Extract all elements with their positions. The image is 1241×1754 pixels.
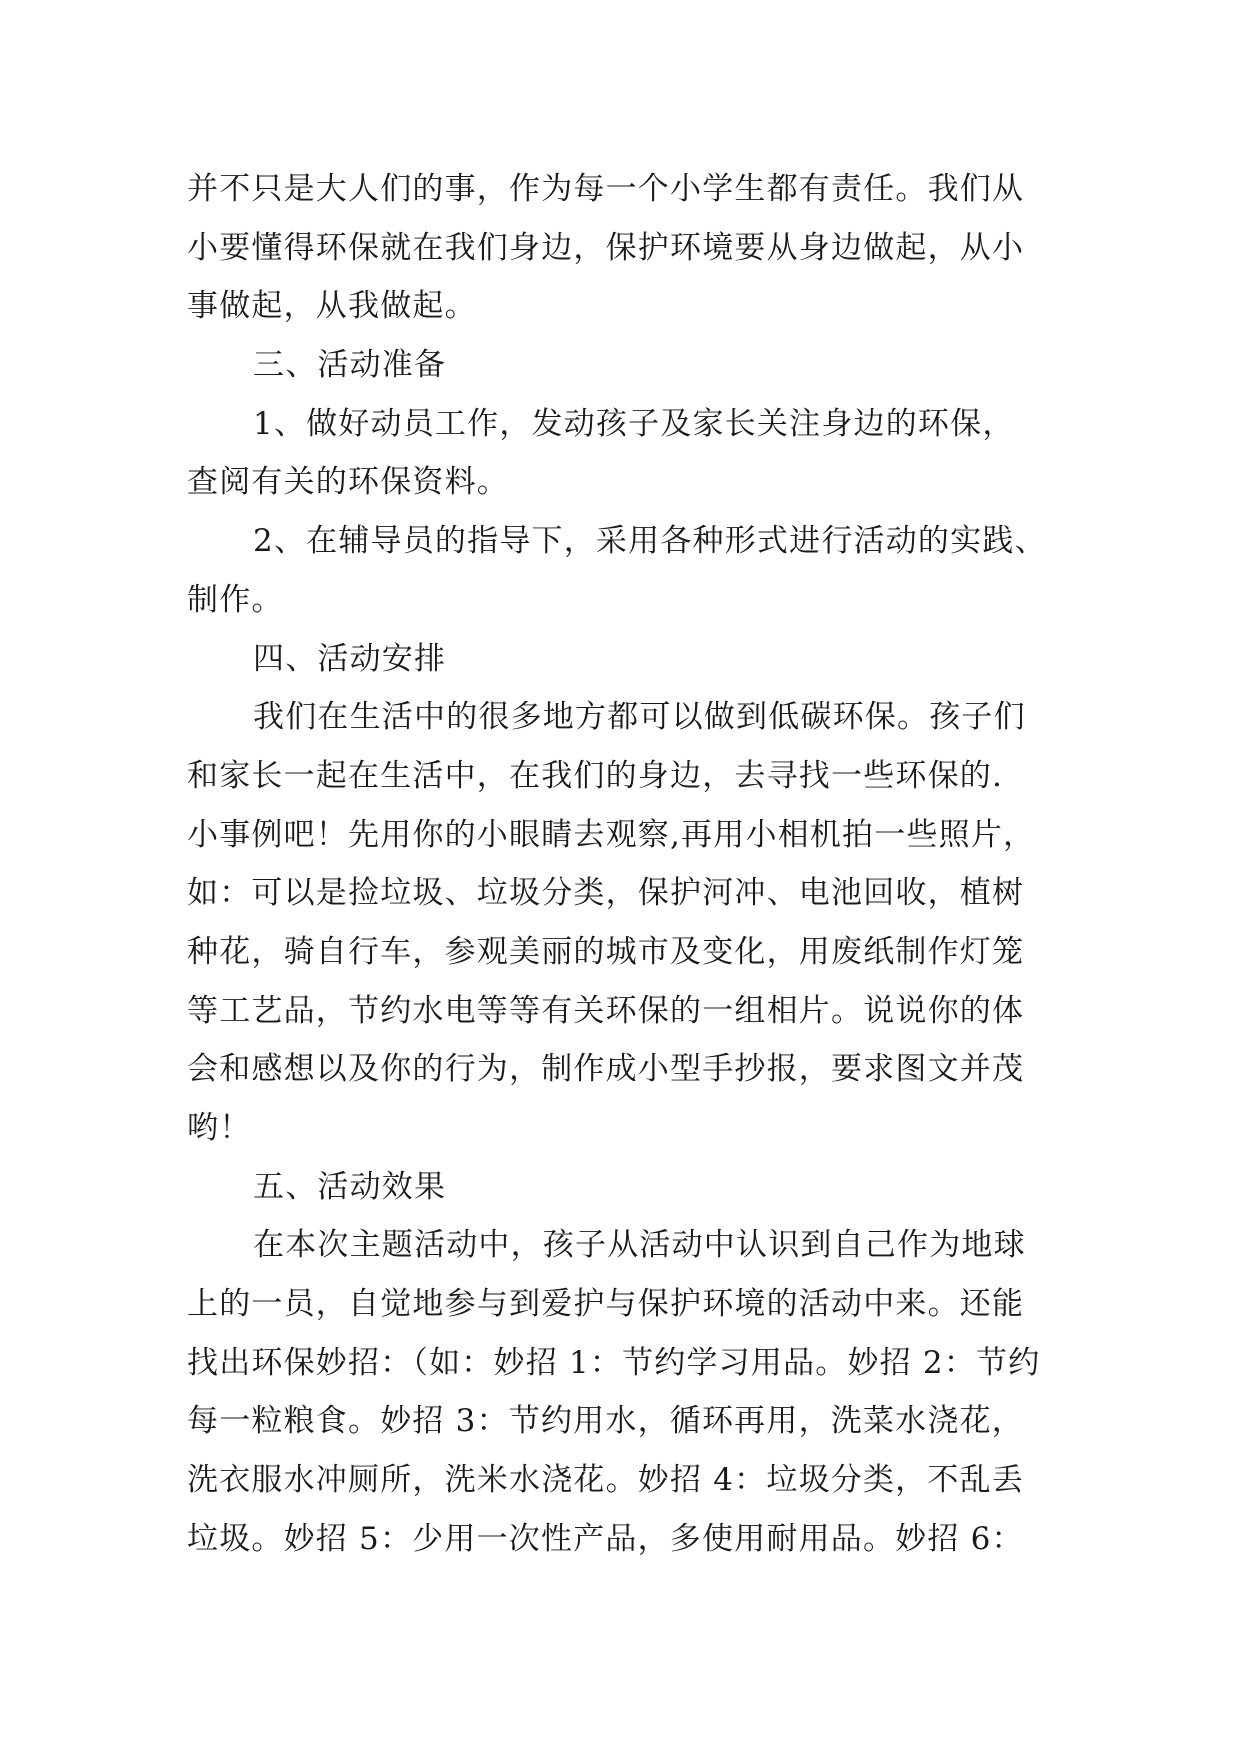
text-line: 1、做好动员工作，发动孩子及家长关注身边的环保， (253, 405, 1015, 442)
text-line: 垃圾。妙招 5：少用一次性产品，多使用耐用品。妙招 6： (187, 1520, 1024, 1557)
text-line: 哟！ (187, 1110, 252, 1146)
text-line: 在本次主题活动中，孩子从活动中认识到自己作为地球 (253, 1227, 1026, 1264)
text-line: 每一粒粮食。妙招 3：节约用水，循环再用，洗菜水浇花， (187, 1403, 1024, 1440)
section-heading-preparation (187, 336, 1067, 395)
section-heading: 三、活动准备 (253, 347, 447, 384)
text-line: 小事例吧！先用你的小眼睛去观察,再用小相机拍一些照片， (187, 816, 1036, 853)
section-heading-effect (187, 1158, 1067, 1217)
text-line: 会和感想以及你的行为，制作成小型手抄报，要求图文并茂 (187, 1051, 1025, 1088)
paragraph-intro-continuation (187, 160, 1067, 336)
text-line: 我们在生活中的很多地方都可以做到低碳环保。孩子们 (253, 699, 1026, 736)
section-heading: 四、活动安排 (253, 640, 447, 677)
text-line: 并不只是大人们的事，作为每一个小学生都有责任。我们从 (187, 171, 1025, 207)
text-line: 种花，骑自行车，参观美丽的城市及变化，用废纸制作灯笼 (187, 933, 1025, 970)
text-line: 上的一员，自觉地参与到爱护与保护环境的活动中来。还能 (187, 1286, 1025, 1323)
paragraph-preparation-item-2 (187, 512, 1067, 629)
text-line: 和家长一起在生活中，在我们的身边，去寻找一些环保的. (187, 757, 1004, 794)
text-line: 2、在辅导员的指导下，采用各种形式进行活动的实践、 (253, 523, 1047, 560)
text-line: 如：可以是捡垃圾、垃圾分类，保护河冲、电池回收，植树 (187, 875, 1025, 912)
paragraph-arrangement (187, 688, 1067, 1158)
text-line: 找出环保妙招：（如：妙招 1：节约学习用品。妙招 2：节约 (187, 1344, 1041, 1381)
text-line: 洗衣服水冲厕所，洗米水浇花。妙招 4：垃圾分类，不乱丢 (187, 1462, 1024, 1499)
text-line: 等工艺品，节约水电等等有关环保的一组相片。说说你的体 (187, 992, 1025, 1029)
text-line: 小要懂得环保就在我们身边，保护环境要从身边做起，从小 (187, 229, 1025, 266)
text-line: 查阅有关的环保资料。 (187, 464, 509, 501)
section-heading-arrangement (187, 630, 1067, 689)
text-line: 事做起，从我做起。 (187, 288, 477, 325)
document-body (187, 160, 1067, 1569)
paragraph-preparation-item-1 (187, 395, 1067, 512)
section-heading: 五、活动效果 (253, 1168, 447, 1205)
paragraph-effect (187, 1216, 1067, 1568)
text-line: 制作。 (187, 581, 284, 618)
